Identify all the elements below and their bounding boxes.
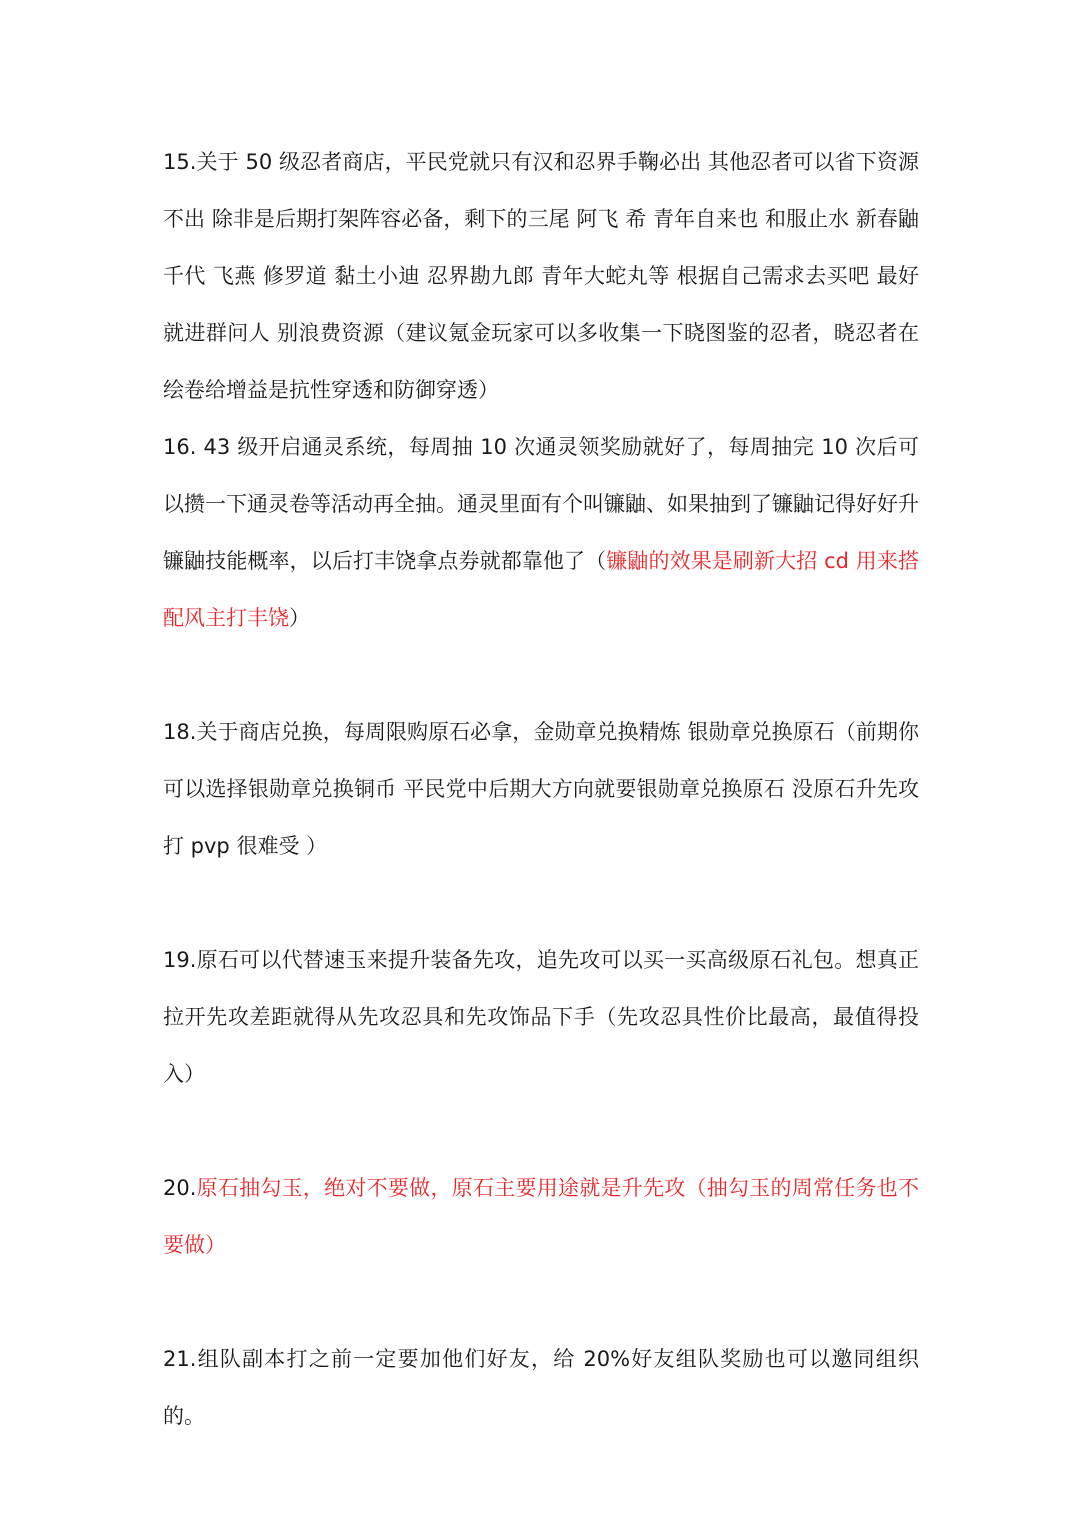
paragraph-21 xyxy=(163,1331,919,1445)
paragraph-20-number: 20. xyxy=(163,1176,197,1200)
paragraph-18-text: 18.关于商店兑换，每周限购原石必拿，金勋章兑换精炼 银勋章兑换原石（前期你可以选择银勋章兑换铜币 平民党中后期大方向就要银勋章兑换原石 没原石升先攻打 pvp 很难受 ） xyxy=(163,720,919,858)
paragraph-16 xyxy=(163,419,919,647)
paragraph-20-highlight: 原石抽勾玉，绝对不要做，原石主要用途就是升先攻（抽勾玉的周常任务也不要做） xyxy=(163,1176,919,1257)
spacer xyxy=(163,1274,919,1331)
paragraph-16-text: 16. 43 级开启通灵系统，每周抽 10 次通灵领奖励就好了，每周抽完 10 次后可以攒一下通灵卷等活动再全抽。通灵里面有个叫镰鼬、如果抽到了镰鼬记得好好升镰鼬技能概率，以后打丰饶拿点券就都靠他了（ xyxy=(163,435,919,573)
spacer xyxy=(163,1103,919,1160)
spacer xyxy=(163,647,919,704)
paragraph-18 xyxy=(163,704,919,875)
paragraph-21-text: 21.组队副本打之前一定要加他们好友，给 20%好友组队奖励也可以邀同组织的。 xyxy=(163,1347,919,1428)
spacer xyxy=(163,875,919,932)
paragraph-20 xyxy=(163,1160,919,1274)
paragraph-15-text: 15.关于 50 级忍者商店，平民党就只有汉和忍界手鞠必出 其他忍者可以省下资源不出 除非是后期打架阵容必备，剩下的三尾 阿飞 希 青年自来也 和服止水 新春鼬 千代 飞燕 修罗道 黏土小迪 忍界勘九郎 青年大蛇丸等 根据自己需求去买吧 最好就进群问人 别浪费资源（建议氪金玩家可以多收集一下晓图鉴的忍者，晓忍者在绘卷给增益是抗性穿透和防御穿透） xyxy=(163,150,919,402)
paragraph-16-highlight: 镰鼬的效果是刷新大招 cd 用来搭配风主打丰饶 xyxy=(163,549,919,630)
paragraph-19 xyxy=(163,932,919,1103)
paragraph-16-end: ） xyxy=(289,606,310,630)
paragraph-19-text: 19.原石可以代替速玉来提升装备先攻，追先攻可以买一买高级原石礼包。想真正拉开先攻差距就得从先攻忍具和先攻饰品下手（先攻忍具性价比最高，最值得投入） xyxy=(163,948,919,1086)
paragraph-15 xyxy=(163,134,919,419)
document-page xyxy=(163,134,919,1445)
